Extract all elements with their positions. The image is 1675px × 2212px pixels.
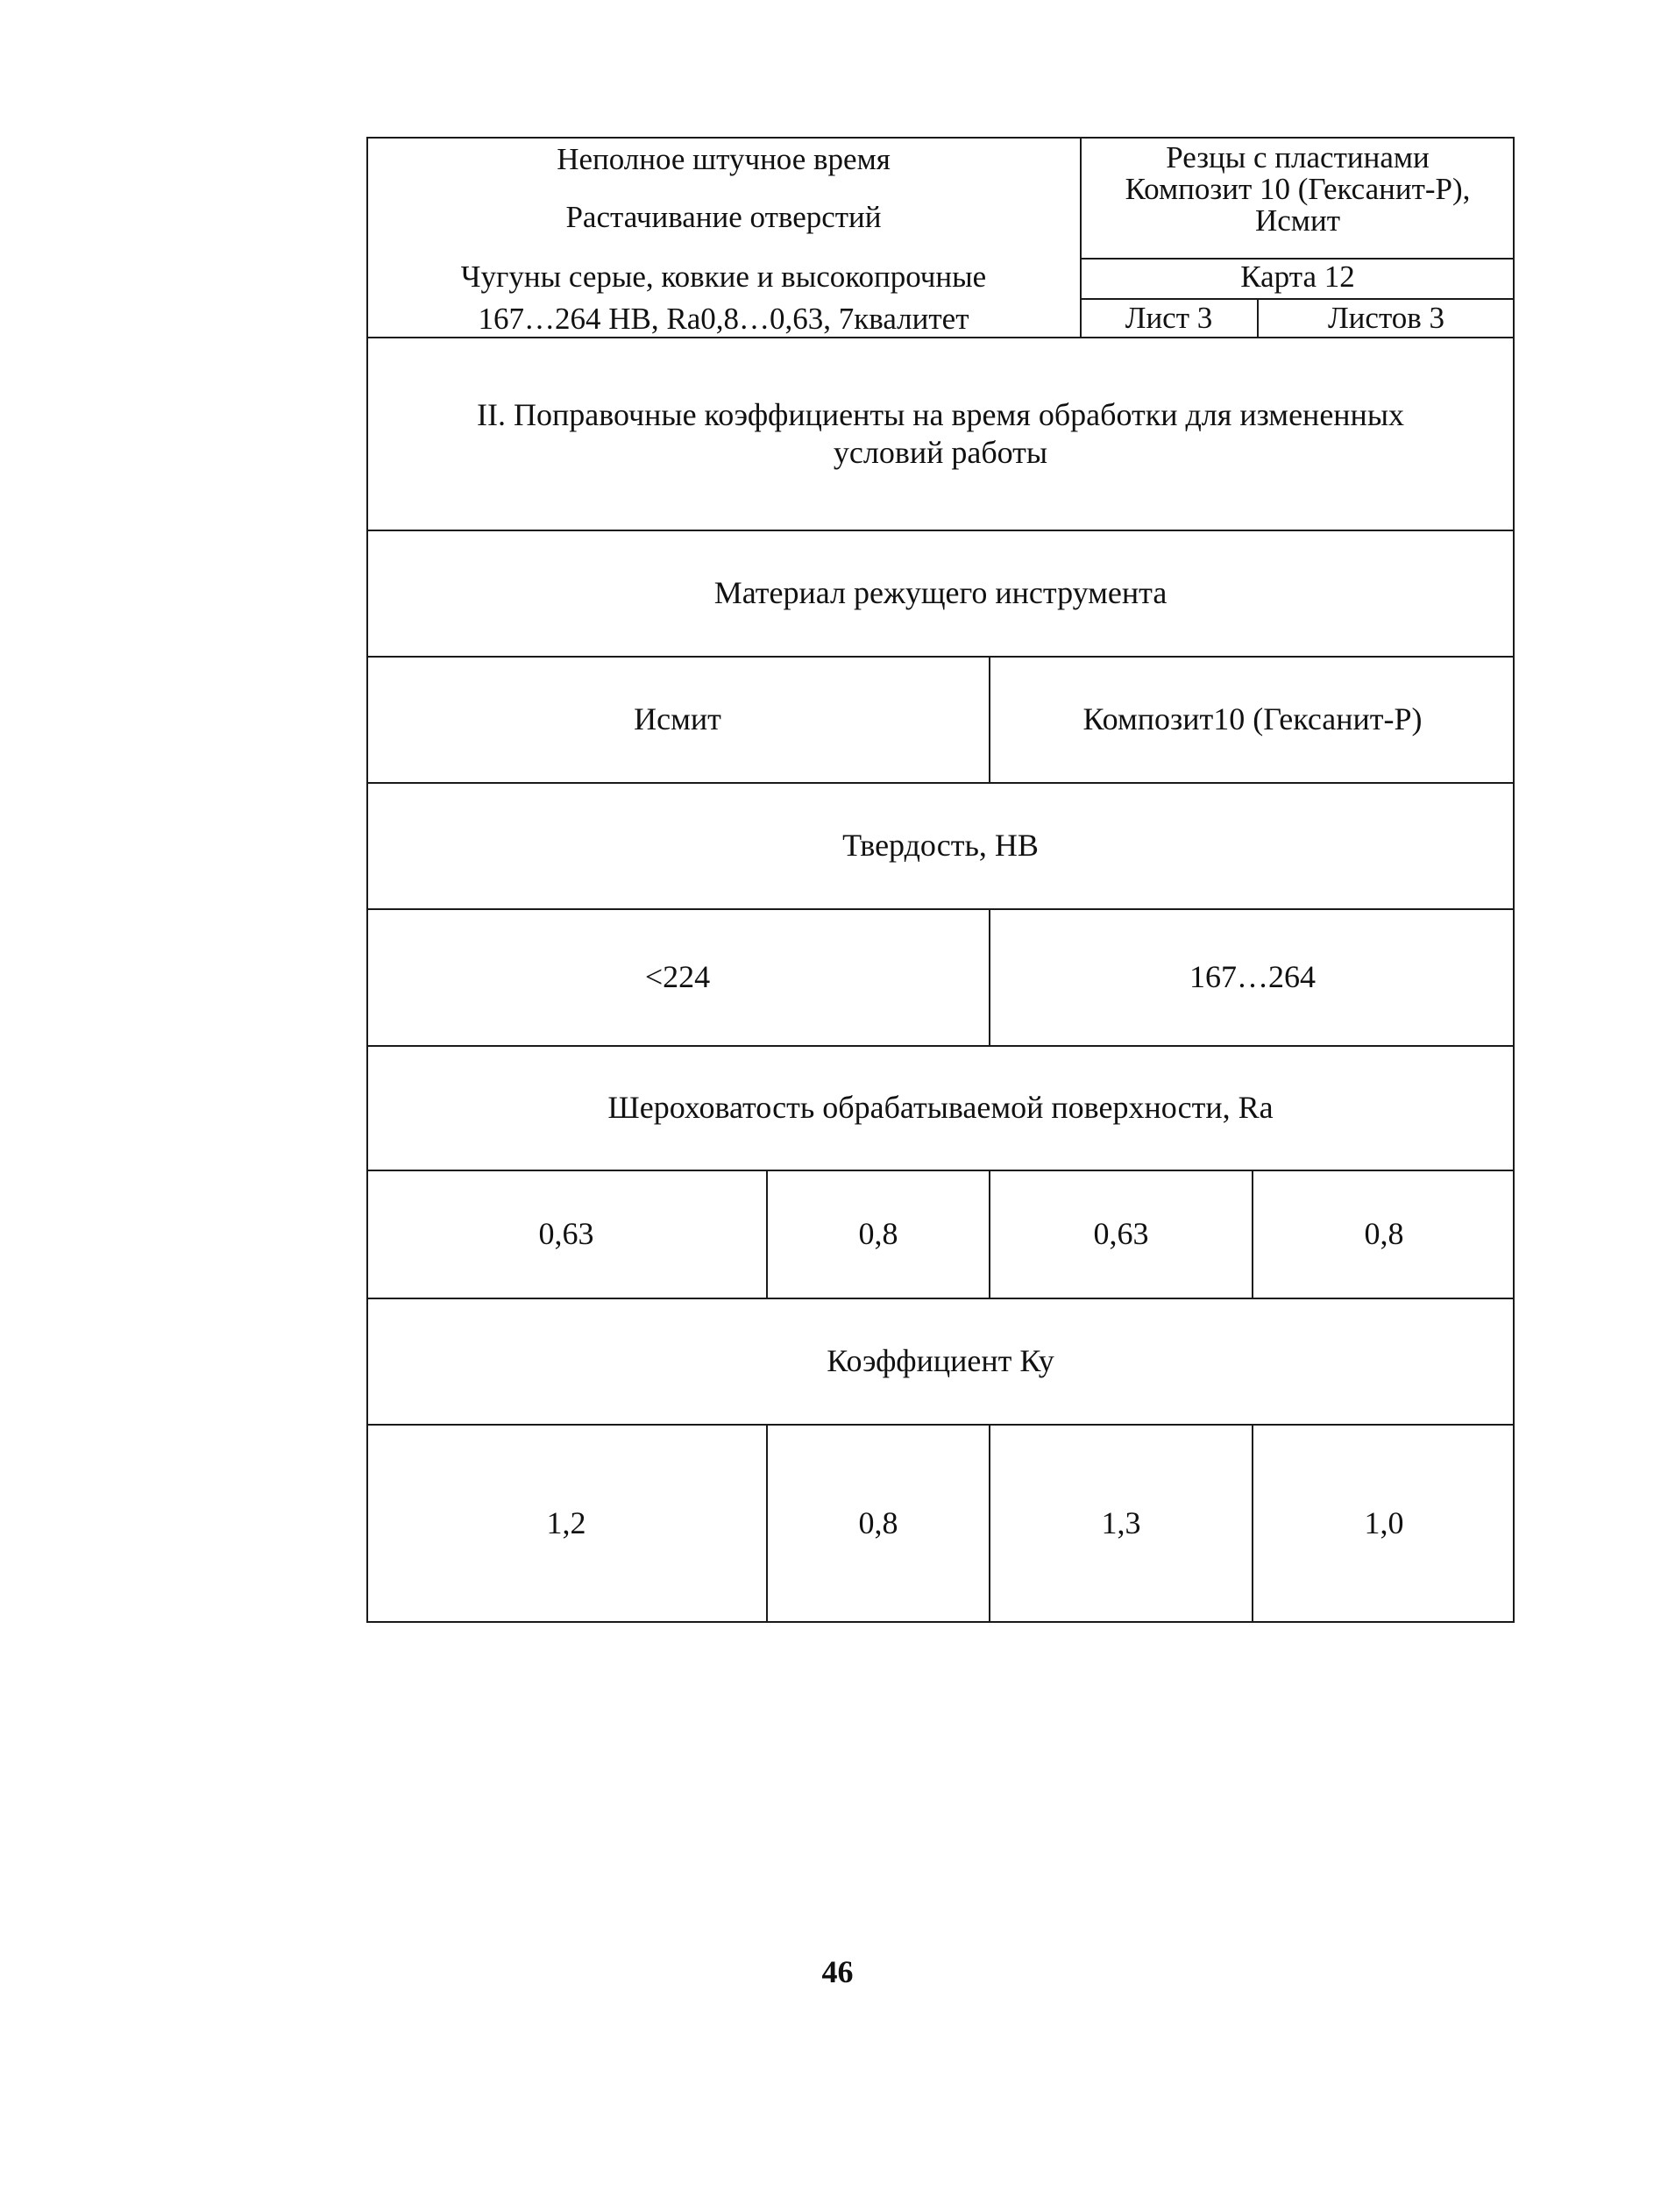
header-sheets: Листов 3 (1327, 301, 1445, 335)
header-sheet: Лист 3 (1125, 301, 1213, 335)
roughness-value-3: 0,63 (1093, 1216, 1149, 1252)
technical-card (366, 137, 1515, 1623)
roughness-value-4: 0,8 (1364, 1216, 1404, 1252)
coefficient-value-4: 1,0 (1364, 1504, 1404, 1540)
header-tool: Резцы с пластинами Композит 10 (Гексанит-Р), Исмит (1125, 140, 1471, 238)
coefficient-header: Коэффициент Ку (827, 1343, 1054, 1379)
material-ismit: Исмит (634, 701, 721, 737)
hardness-value-2: 167…264 (1189, 959, 1316, 995)
hardness-header: Твердость, НВ (842, 828, 1039, 864)
hardness-value-1: <224 (644, 959, 711, 995)
roughness-header: Шероховатость обрабатываемой поверхности, Ra (607, 1090, 1274, 1126)
section-title: II. Поправочные коэффициенты на время обработки для измененных условий работы (476, 396, 1405, 470)
page-number: 46 (821, 1954, 854, 1989)
roughness-value-2: 0,8 (858, 1216, 898, 1252)
header-parameters: 167…264 НВ, Ra0,8…0,63, 7квалитет (478, 302, 969, 336)
header-left-block (366, 137, 1081, 337)
header-material: Чугуны серые, ковкие и высокопрочные (460, 260, 987, 294)
header-operation: Растачивание отверстий (565, 200, 882, 234)
coefficient-value-2: 0,8 (858, 1504, 898, 1540)
header-title: Неполное штучное время (557, 142, 891, 176)
roughness-value-1: 0,63 (538, 1216, 594, 1252)
header-card: Карта 12 (1240, 260, 1355, 294)
material-composite: Композит10 (Гексанит-Р) (1082, 701, 1423, 737)
coefficient-value-3: 1,3 (1101, 1504, 1141, 1540)
material-header: Материал режущего инструмента (713, 575, 1168, 611)
coefficient-value-1: 1,2 (546, 1504, 586, 1540)
